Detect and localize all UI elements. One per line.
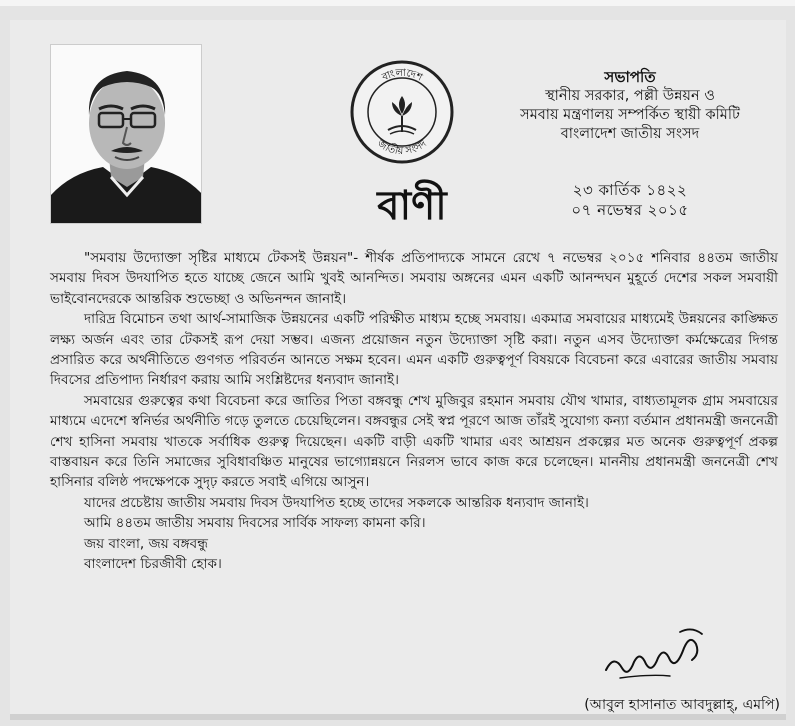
signature-icon <box>600 624 710 684</box>
signer-name: (আবুল হাসানাত আবদুল্লাহ্, এমপি) <box>584 697 780 713</box>
chairman-title: সভাপতি <box>604 68 656 86</box>
paragraph-2: দারিদ্র বিমোচন তথা আর্থ-সামাজিক উন্নয়নের একটি পরিক্ষীত মাধ্যম হচ্ছে সমবায়। একমাত্র সমবায়ের মাধ্যমেই উন্নয়নের কাঙ্ক্ষিত লক্ষ্য অর্জন এবং তার টেকসই রূপ দেয়া সম্ভব। এজন্য প্রয়োজন নতুন উদ্যোক্তা সৃষ্টি করা। নতুন এসব উদ্যোক্তা কর্মক্ষেত্রের দিগন্ত প্রসারিত করে অর্থনীতিতে গুণগত পরিবর্তন আনতে সক্ষম হবেন। এমন একটি গুরুত্বপূর্ণ বিষয়কে বিবেচনা করে এবারের জাতীয় সমবায় দিবসের প্রতিপাদ্য নির্ধারণ করায় আমি সংশ্লিষ্টদের ধন্যবাদ জানাই। <box>50 311 778 389</box>
seal-top-text: বাংলাদেশ <box>380 67 424 84</box>
closing-line-2: বাংলাদেশ চিরজীবী হোক। <box>84 556 222 573</box>
paragraph-1: "সমবায় উদ্যোক্তা সৃষ্টির মাধ্যমে টেকসই উন্নয়ন"- শীর্ষক প্রতিপাদ্যকে সামনে রেখে ৭ নভেম্বর ২০১৫ শনিবার ৪৪তম জাতীয় সমবায় দিবস উদযাপিত হতে যাচ্ছে জেনে আমি খুবই আনন্দিত। সমবায় অঙ্গনের এমন একটি আনন্দঘন মুহূর্তে দেশের সকল সমবায়ী ভাইবোনদেরকে আন্তরিক শুভেচ্ছা ও অভিনন্দন জানাই। <box>50 250 778 307</box>
paragraph-5: আমি ৪৪তম জাতীয় সমবায় দিবসের সার্বিক সাফল্য কামনা করি। <box>84 515 426 532</box>
committee-line-2: সমবায় মন্ত্রণালয় সম্পর্কিত স্থায়ী কমিটি <box>520 107 740 123</box>
committee-line-3: বাংলাদেশ জাতীয় সংসদ <box>560 126 700 142</box>
portrait-photo <box>50 44 202 224</box>
paragraph-3: সমবায়ের গুরুত্বের কথা বিবেচনা করে জাতির পিতা বঙ্গবন্ধু শেখ মুজিবুর রহমান সমবায় যৌথ খামার, বাধ্যতামূলক গ্রাম সমবায়ের মাধ্যমে এদেশে স্বনির্ভর অর্থনীতি গড়ে তুলতে চেয়েছিলেন। বঙ্গবন্ধুর সেই স্বপ্ন পূরণে আজ তাঁরই সুযোগ্য কন্যা বর্তমান প্রধানমন্ত্রী জননেত্রী শেখ হাসিনা সমবায় খাতকে সর্বাধিক গুরুত্ব দিয়েছেন। একটি বাড়ী একটি খামার এবং আশ্রয়ন প্রকল্পের মত অনেক গুরুত্বপূর্ণ প্রকল্প বাস্তবায়ন করে তিনি সমাজের সুবিধাবঞ্চিত মানুষের ভাগ্যোন্নয়নে নিরলস ভাবে কাজ করে চলেছেন। মাননীয় প্রধানমন্ত্রী জননেত্রী শেখ হাসিনার বলিষ্ঠ পদক্ষেপকে সুদৃঢ় করতে সবাই এগিয়ে আসুন। <box>50 392 778 491</box>
paragraph-4: যাদের প্রচেষ্টায় জাতীয় সমবায় দিবস উদযাপিত হচ্ছে তাদের সকলকে আন্তরিক ধন্যবাদ জানাই। <box>84 494 589 511</box>
message-document <box>10 20 786 720</box>
message-body <box>50 248 778 575</box>
parliament-seal-icon <box>350 60 454 164</box>
message-heading: বাণী <box>377 182 447 229</box>
chairman-header <box>480 68 780 144</box>
date-block <box>510 180 750 220</box>
gregorian-date: ০৭ নভেম্বর ২০১৫ <box>571 201 689 219</box>
bangla-date: ২৩ কার্তিক ১৪২২ <box>572 181 688 199</box>
committee-line-1: স্থানীয় সরকার, পল্লী উন্নয়ন ও <box>545 88 715 104</box>
seal-bottom-text: জাতীয় সংসদ <box>375 138 429 158</box>
closing-line-1: জয় বাংলা, জয় বঙ্গবন্ধু <box>84 535 208 552</box>
